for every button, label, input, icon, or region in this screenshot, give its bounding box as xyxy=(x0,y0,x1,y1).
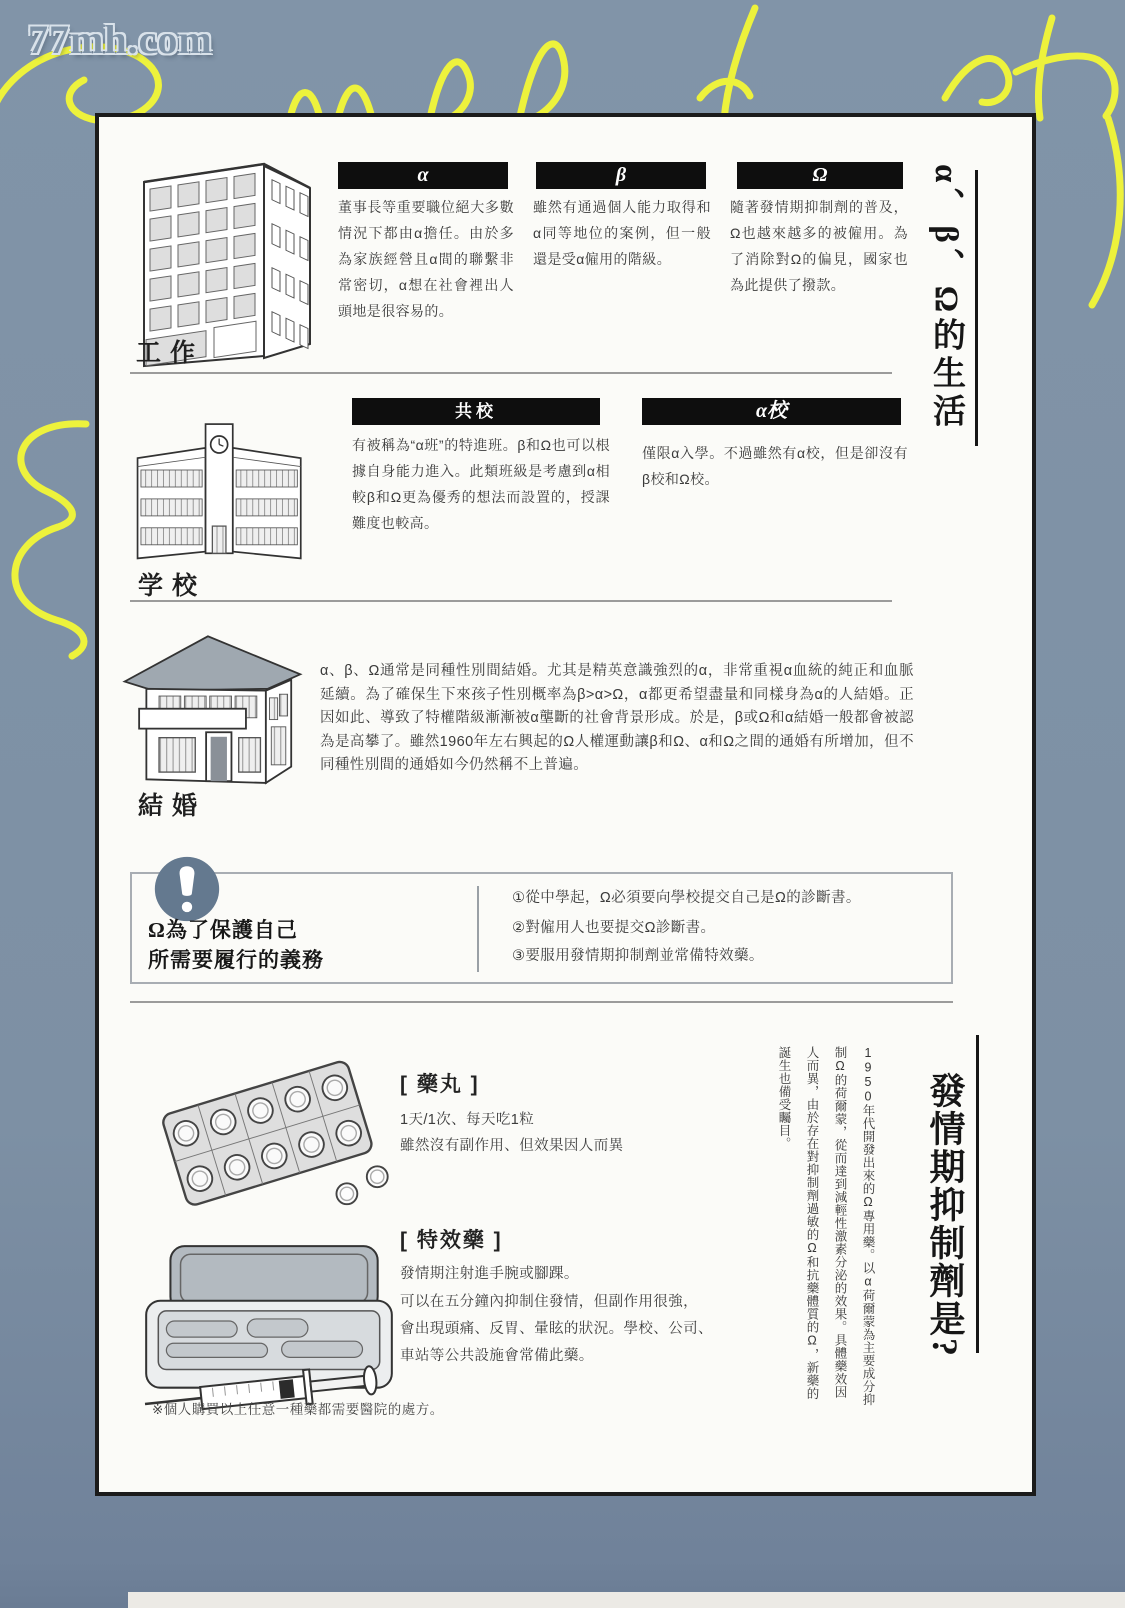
duties-title-line2: 所需要履行的義務 xyxy=(148,948,324,972)
column-header-beta: β xyxy=(536,162,706,189)
watermark: 77mh.com xyxy=(28,17,213,62)
column-header-alpha-school: α校 xyxy=(642,398,901,425)
pill-heading: [ 藥丸 ] xyxy=(400,1073,480,1096)
coed-school-text: 有被稱為“α班”的特進班。β和Ω也可以根據自身能力進入。此類班級是考慮到α相較β和Ω更為優秀的想法而設置的，授課難度也較高。 xyxy=(352,437,610,531)
section-label-school: 学校 xyxy=(138,573,207,600)
injection-case-illustration xyxy=(130,1238,408,1410)
side-title-suppressant: 發情期抑制劑是? xyxy=(925,1072,965,1358)
side-title-rule-top xyxy=(975,170,978,446)
pill-line-2: 雖然沒有副作用、但效果因人而異 xyxy=(400,1138,624,1154)
work-omega-text: 隨著發情期抑制劑的普及，Ω也越來越多的被僱用。為了消除對Ω的偏見，國家也為此提供了撥款。 xyxy=(730,199,908,293)
suppressant-description: 1950年代開發出來的Ω專用藥。以α荷爾蒙為主要成分抑制Ω的荷爾蒙，從而達到減輕性激素分泌的效果。具體藥效因人而異，由於存在對抑制劑過敏的Ω和抗藥體質的Ω，新藥的誕生也備受矚目。 xyxy=(777,1046,875,1406)
pill-line-1: 1天/1次、每天吃1粒 xyxy=(400,1112,535,1128)
injection-heading: [ 特效藥 ] xyxy=(400,1229,503,1252)
marriage-text: α、β、Ω通常是同種性別間結婚。尤其是精英意識強烈的α，非常重視α血統的純正和血脈延續。為了確保生下來孩子性別概率為β>α>Ω，α都更希望盡量和同樣身為α的人結婚。正因如此、導致了特權階級漸漸被α壟斷的社會背景形成。於是，β或Ω和α結婚一般都會被認為是高攀了。雖然1960年左右興起的Ω人權運動讓β和Ω、α和Ω之間的通婚有所增加，但不同種性別間的通婚如今仍然稱不上普遍。 xyxy=(320,663,914,773)
duties-title-line1: Ω為了保護自己 xyxy=(148,918,298,942)
divider-work-school xyxy=(130,372,892,374)
prescription-footnote: ※個人購買以上任意一種藥都需要醫院的處方。 xyxy=(152,1402,444,1417)
injection-line-2: 可以在五分鐘內抑制住發情，但副作用很強， xyxy=(400,1294,698,1310)
duty-item-2: ②對僱用人也要提交Ω診斷書。 xyxy=(512,920,716,936)
pill-blister-illustration xyxy=(146,1042,396,1227)
alpha-school-text: 僅限α入學。不過雖然有α校，但是卻沒有β校和Ω校。 xyxy=(642,445,908,487)
injection-line-4: 車站等公共設施會常備此藥。 xyxy=(400,1348,594,1364)
side-title-rule-bottom xyxy=(976,1035,979,1353)
side-title-life: α、β、Ω的生活 xyxy=(928,164,964,432)
section-label-work: 工作 xyxy=(136,340,205,367)
column-header-omega: Ω xyxy=(737,162,903,189)
duties-divider xyxy=(477,886,479,972)
duty-item-3: ③要服用發情期抑制劑並常備特效藥。 xyxy=(512,948,764,964)
section-label-marriage: 結婚 xyxy=(138,793,207,820)
divider-school-marriage xyxy=(130,600,892,602)
injection-line-1: 發情期注射進手腕或腳踝。 xyxy=(400,1266,579,1282)
column-header-alpha: α xyxy=(338,162,508,189)
work-alpha-text: 董事長等重要職位絕大多數情況下都由α擔任。由於多為家族經營且α間的聯繫非常密切，α想在社會裡出人頭地是很容易的。 xyxy=(338,199,514,319)
school-building-illustration xyxy=(115,402,325,572)
divider-duties-medicine xyxy=(130,1001,953,1003)
house-illustration xyxy=(112,620,312,792)
column-header-coed-school: 共校 xyxy=(352,398,600,425)
injection-line-3: 會出現頭痛、反胃、暈眩的狀況。學校、公司、 xyxy=(400,1321,713,1337)
work-beta-text: 雖然有通過個人能力取得和α同等地位的案例，但一般還是受α僱用的階級。 xyxy=(533,199,711,267)
duty-item-1: ①從中學起，Ω必須要向學校提交自己是Ω的診斷書。 xyxy=(512,890,861,906)
next-page-edge xyxy=(128,1592,1125,1608)
